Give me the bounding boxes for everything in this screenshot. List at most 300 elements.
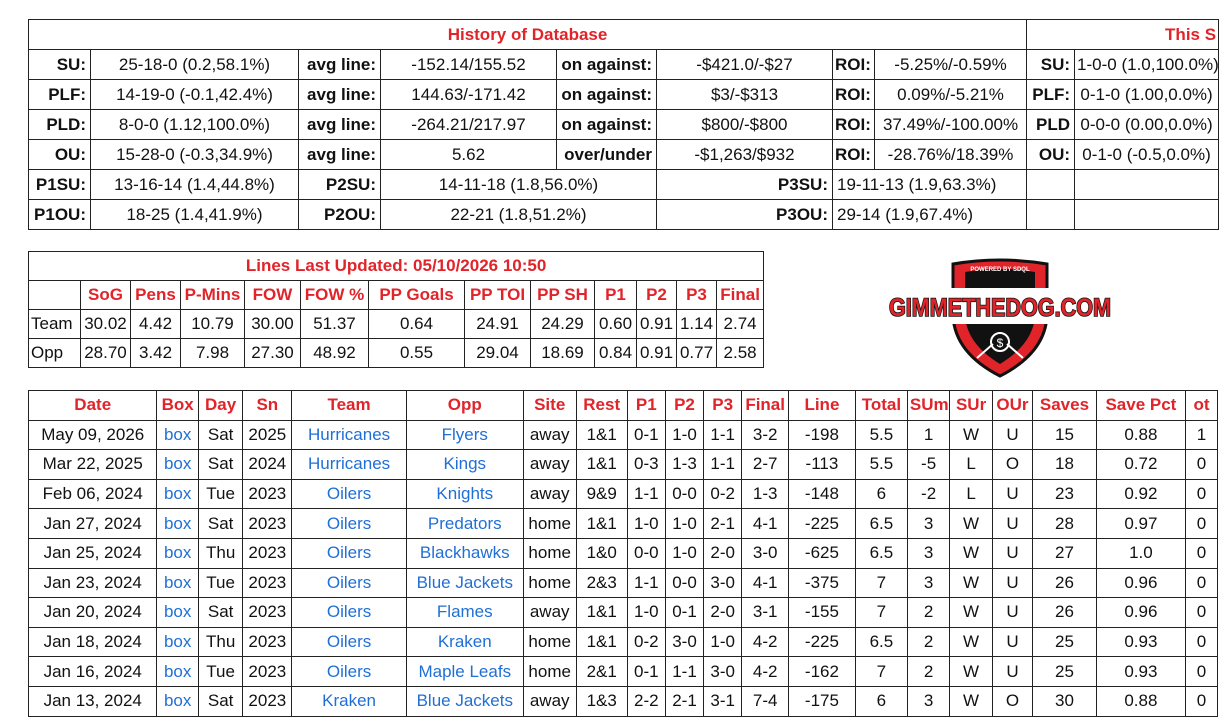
- history-label: avg line:: [299, 50, 381, 80]
- game-value: 0.72: [1096, 450, 1185, 480]
- lines-column-header: P-Mins: [181, 281, 245, 310]
- lines-value: 0.64: [369, 310, 465, 339]
- lines-value: 18.69: [531, 339, 595, 368]
- games-column-header: Opp: [406, 391, 523, 421]
- history-row: [29, 140, 1219, 170]
- game-date: Jan 20, 2024: [29, 598, 157, 628]
- game-value: 26: [1033, 598, 1097, 628]
- opponent-name: Maple Leafs: [406, 657, 523, 687]
- lines-value: 2.58: [717, 339, 764, 368]
- empty-cell: [1027, 200, 1075, 230]
- history-label: on against:: [557, 80, 657, 110]
- game-value: away: [523, 450, 576, 480]
- game-date: May 09, 2026: [29, 420, 157, 450]
- lines-column-header: FOW %: [301, 281, 369, 310]
- game-value: -198: [789, 420, 856, 450]
- period-label: P2SU:: [299, 170, 381, 200]
- game-value: -113: [789, 450, 856, 480]
- game-value: 2023: [243, 568, 292, 598]
- game-value: away: [523, 598, 576, 628]
- game-value: 9&9: [576, 479, 627, 509]
- game-value: W: [950, 509, 992, 539]
- game-value: -625: [789, 538, 856, 568]
- period-value: 19-11-13 (1.9,63.3%): [833, 170, 1027, 200]
- game-value: U: [992, 568, 1032, 598]
- game-value: O: [992, 686, 1032, 716]
- table-row: [29, 686, 1218, 716]
- game-value: 2-0: [704, 598, 742, 628]
- game-value: 30: [1033, 686, 1097, 716]
- game-value: 2-7: [742, 450, 789, 480]
- lines-title-row: [29, 252, 764, 281]
- game-date: Jan 16, 2024: [29, 657, 157, 687]
- box-score-link[interactable]: box: [163, 454, 192, 474]
- game-value: 0.88: [1096, 686, 1185, 716]
- game-value: Thu: [198, 627, 243, 657]
- game-value: U: [992, 657, 1032, 687]
- empty-header: [29, 281, 81, 310]
- game-value: 1-0: [627, 598, 665, 628]
- game-value: 2023: [243, 509, 292, 539]
- table-row: [29, 479, 1218, 509]
- game-value: U: [992, 598, 1032, 628]
- game-value: 0: [1185, 686, 1217, 716]
- game-value: W: [950, 686, 992, 716]
- team-name: Oilers: [292, 598, 407, 628]
- games-column-header: Box: [157, 391, 198, 421]
- history-label: ROI:: [833, 50, 875, 80]
- game-value: 1&0: [576, 538, 627, 568]
- box-cell: [157, 568, 198, 598]
- history-value: 14-19-0 (-0.1,42.4%): [91, 80, 299, 110]
- games-column-header: Saves: [1033, 391, 1097, 421]
- game-value: Tue: [198, 479, 243, 509]
- game-value: W: [950, 568, 992, 598]
- box-cell: [157, 479, 198, 509]
- lines-value: 4.42: [131, 310, 181, 339]
- history-period-row: [29, 170, 1219, 200]
- lines-column-header: P2: [637, 281, 677, 310]
- opponent-name: Kings: [406, 450, 523, 480]
- lines-column-header: P3: [677, 281, 717, 310]
- game-value: 3: [907, 686, 949, 716]
- game-value: 1-0: [704, 627, 742, 657]
- game-value: home: [523, 657, 576, 687]
- table-row: [29, 420, 1218, 450]
- table-row: [29, 568, 1218, 598]
- game-value: -155: [789, 598, 856, 628]
- game-value: home: [523, 538, 576, 568]
- games-column-header: Team: [292, 391, 407, 421]
- game-value: 3-1: [704, 686, 742, 716]
- game-value: -5: [907, 450, 949, 480]
- game-value: 0: [1185, 657, 1217, 687]
- game-date: Jan 25, 2024: [29, 538, 157, 568]
- lines-row: [29, 310, 764, 339]
- games-column-header: Save Pct: [1096, 391, 1185, 421]
- box-score-link[interactable]: box: [163, 424, 192, 444]
- box-score-link[interactable]: box: [163, 602, 192, 622]
- history-label: PLF:: [1027, 80, 1075, 110]
- game-value: away: [523, 420, 576, 450]
- team-name: Oilers: [292, 568, 407, 598]
- game-value: 2023: [243, 627, 292, 657]
- box-score-link[interactable]: box: [163, 572, 192, 592]
- lines-value: 10.79: [181, 310, 245, 339]
- games-column-header: Total: [855, 391, 907, 421]
- lines-row: [29, 339, 764, 368]
- box-score-link[interactable]: box: [163, 513, 192, 533]
- box-score-link[interactable]: box: [163, 632, 192, 652]
- team-name: Oilers: [292, 479, 407, 509]
- lines-column-header: PP TOI: [465, 281, 531, 310]
- game-value: 0-1: [627, 420, 665, 450]
- games-column-header: SUm: [907, 391, 949, 421]
- history-label: avg line:: [299, 140, 381, 170]
- game-value: U: [992, 509, 1032, 539]
- game-value: 25: [1033, 627, 1097, 657]
- period-label: P1SU:: [29, 170, 91, 200]
- history-value: 5.62: [381, 140, 557, 170]
- lines-value: 28.70: [81, 339, 131, 368]
- team-name: Hurricanes: [292, 450, 407, 480]
- lines-value: 0.91: [637, 339, 677, 368]
- game-value: -148: [789, 479, 856, 509]
- game-value: 3: [907, 509, 949, 539]
- lines-table: [28, 251, 764, 368]
- history-label: SU:: [1027, 50, 1075, 80]
- table-row: [29, 657, 1218, 687]
- game-value: 2&3: [576, 568, 627, 598]
- history-value: -$421.0/-$27: [657, 50, 833, 80]
- game-value: U: [992, 538, 1032, 568]
- history-value: 0-1-0 (-0.5,0.0%): [1075, 140, 1219, 170]
- box-score-link[interactable]: box: [163, 543, 192, 563]
- games-column-header: P2: [665, 391, 703, 421]
- game-value: 2: [907, 627, 949, 657]
- game-value: 2024: [243, 450, 292, 480]
- empty-cell: [1075, 200, 1219, 230]
- game-value: 7: [855, 657, 907, 687]
- game-value: 2: [907, 598, 949, 628]
- empty-cell: [1027, 170, 1075, 200]
- game-value: 2023: [243, 538, 292, 568]
- table-row: [29, 598, 1218, 628]
- history-label: PLD: [1027, 110, 1075, 140]
- team-name: Oilers: [292, 509, 407, 539]
- history-value: $3/-$313: [657, 80, 833, 110]
- history-label: PLF:: [29, 80, 91, 110]
- game-value: 1-1: [665, 657, 703, 687]
- box-score-link[interactable]: box: [163, 484, 192, 504]
- box-cell: [157, 598, 198, 628]
- lines-value: 24.29: [531, 310, 595, 339]
- box-cell: [157, 657, 198, 687]
- opponent-name: Knights: [406, 479, 523, 509]
- lines-value: 30.02: [81, 310, 131, 339]
- game-value: U: [992, 479, 1032, 509]
- game-value: 28: [1033, 509, 1097, 539]
- game-value: 1-0: [665, 420, 703, 450]
- game-value: U: [992, 420, 1032, 450]
- game-value: 3-0: [665, 627, 703, 657]
- game-value: Sat: [198, 420, 243, 450]
- opponent-name: Flyers: [406, 420, 523, 450]
- history-value: 1-0-0 (1.0,100.0%): [1075, 50, 1219, 80]
- game-value: 2023: [243, 686, 292, 716]
- game-value: 0-1: [627, 657, 665, 687]
- lines-value: 30.00: [245, 310, 301, 339]
- game-value: 4-2: [742, 657, 789, 687]
- game-value: 6.5: [855, 509, 907, 539]
- lines-updated-title: Lines Last Updated: 05/10/2026 10:50: [29, 252, 764, 281]
- game-value: 0-1: [665, 598, 703, 628]
- history-value: -28.76%/18.39%: [875, 140, 1027, 170]
- game-value: 1-1: [627, 568, 665, 598]
- games-column-header: P1: [627, 391, 665, 421]
- game-value: -225: [789, 509, 856, 539]
- logo-shield-icon: [885, 258, 1115, 378]
- game-value: 2-1: [704, 509, 742, 539]
- team-name: Kraken: [292, 686, 407, 716]
- lines-column-header: PP SH: [531, 281, 595, 310]
- lines-value: 0.84: [595, 339, 637, 368]
- game-value: W: [950, 420, 992, 450]
- game-value: 0: [1185, 538, 1217, 568]
- game-value: 3-1: [742, 598, 789, 628]
- history-row: [29, 110, 1219, 140]
- games-column-header: Line: [789, 391, 856, 421]
- period-value: 22-21 (1.8,51.2%): [381, 200, 657, 230]
- history-value: 0.09%/-5.21%: [875, 80, 1027, 110]
- game-value: Sat: [198, 509, 243, 539]
- history-value: 0-1-0 (1.00,0.0%): [1075, 80, 1219, 110]
- box-score-link[interactable]: box: [163, 691, 192, 711]
- history-period-row: [29, 200, 1219, 230]
- game-value: 18: [1033, 450, 1097, 480]
- game-value: 0-3: [627, 450, 665, 480]
- history-label: avg line:: [299, 80, 381, 110]
- game-value: W: [950, 657, 992, 687]
- game-value: -162: [789, 657, 856, 687]
- opponent-name: Predators: [406, 509, 523, 539]
- game-value: 1-0: [665, 509, 703, 539]
- game-value: 27: [1033, 538, 1097, 568]
- lines-value: 0.55: [369, 339, 465, 368]
- game-value: 0-2: [627, 627, 665, 657]
- games-column-header: Site: [523, 391, 576, 421]
- games-column-header: Final: [742, 391, 789, 421]
- game-date: Jan 27, 2024: [29, 509, 157, 539]
- game-value: 1-3: [665, 450, 703, 480]
- history-value: -$1,263/$932: [657, 140, 833, 170]
- game-value: 1&1: [576, 420, 627, 450]
- game-value: 0.96: [1096, 568, 1185, 598]
- opponent-name: Blue Jackets: [406, 568, 523, 598]
- gimmethedog-logo: [885, 258, 1115, 378]
- lines-row-label: Team: [29, 310, 81, 339]
- table-row: [29, 538, 1218, 568]
- period-label: P3SU:: [657, 170, 833, 200]
- game-value: 4-1: [742, 509, 789, 539]
- opponent-name: Kraken: [406, 627, 523, 657]
- game-value: 0.96: [1096, 598, 1185, 628]
- lines-column-header: PP Goals: [369, 281, 465, 310]
- game-value: 23: [1033, 479, 1097, 509]
- game-value: 2-0: [704, 538, 742, 568]
- game-value: 1-3: [742, 479, 789, 509]
- history-label: avg line:: [299, 110, 381, 140]
- game-date: Jan 13, 2024: [29, 686, 157, 716]
- game-value: 2-2: [627, 686, 665, 716]
- team-name: Oilers: [292, 538, 407, 568]
- lines-value: 2.74: [717, 310, 764, 339]
- game-value: 5.5: [855, 450, 907, 480]
- game-value: 6.5: [855, 538, 907, 568]
- game-value: 1: [1185, 420, 1217, 450]
- game-value: W: [950, 627, 992, 657]
- history-label: on against:: [557, 110, 657, 140]
- game-value: 6: [855, 479, 907, 509]
- game-value: 0: [1185, 450, 1217, 480]
- game-value: -175: [789, 686, 856, 716]
- game-value: 2: [907, 657, 949, 687]
- game-value: 0.97: [1096, 509, 1185, 539]
- lines-value: 0.60: [595, 310, 637, 339]
- game-value: O: [992, 450, 1032, 480]
- history-value: 144.63/-171.42: [381, 80, 557, 110]
- history-title: History of Database: [29, 20, 1027, 50]
- game-value: L: [950, 479, 992, 509]
- history-value: 0-0-0 (0.00,0.0%): [1075, 110, 1219, 140]
- game-value: Thu: [198, 538, 243, 568]
- game-value: W: [950, 598, 992, 628]
- game-value: 1-1: [704, 420, 742, 450]
- history-label: OU:: [29, 140, 91, 170]
- games-column-header: P3: [704, 391, 742, 421]
- game-value: home: [523, 509, 576, 539]
- game-value: 15: [1033, 420, 1097, 450]
- game-value: 6: [855, 686, 907, 716]
- game-value: 2&1: [576, 657, 627, 687]
- game-value: Tue: [198, 657, 243, 687]
- box-score-link[interactable]: box: [163, 661, 192, 681]
- lines-value: 3.42: [131, 339, 181, 368]
- lines-header-row: [29, 281, 764, 310]
- history-label: ROI:: [833, 110, 875, 140]
- lines-row-label: Opp: [29, 339, 81, 368]
- history-value: -152.14/155.52: [381, 50, 557, 80]
- history-value: 37.49%/-100.00%: [875, 110, 1027, 140]
- period-label: P1OU:: [29, 200, 91, 230]
- history-label: PLD:: [29, 110, 91, 140]
- games-header-row: [29, 391, 1218, 421]
- game-value: 1-0: [627, 509, 665, 539]
- lines-value: 24.91: [465, 310, 531, 339]
- box-cell: [157, 627, 198, 657]
- game-value: U: [992, 627, 1032, 657]
- games-column-header: Day: [198, 391, 243, 421]
- games-column-header: ot: [1185, 391, 1217, 421]
- game-value: 1&1: [576, 598, 627, 628]
- game-value: 1&3: [576, 686, 627, 716]
- history-label: SU:: [29, 50, 91, 80]
- period-label: P3OU:: [657, 200, 833, 230]
- game-date: Jan 18, 2024: [29, 627, 157, 657]
- games-column-header: Rest: [576, 391, 627, 421]
- history-label: over/under: [557, 140, 657, 170]
- game-value: 26: [1033, 568, 1097, 598]
- history-value: -264.21/217.97: [381, 110, 557, 140]
- opponent-name: Blue Jackets: [406, 686, 523, 716]
- game-value: 2023: [243, 657, 292, 687]
- game-value: 0-0: [665, 568, 703, 598]
- table-row: [29, 509, 1218, 539]
- game-value: 0.93: [1096, 627, 1185, 657]
- game-value: home: [523, 568, 576, 598]
- lines-value: 48.92: [301, 339, 369, 368]
- game-value: 5.5: [855, 420, 907, 450]
- period-label: P2OU:: [299, 200, 381, 230]
- game-value: 25: [1033, 657, 1097, 687]
- lines-value: 27.30: [245, 339, 301, 368]
- box-cell: [157, 686, 198, 716]
- game-value: 6.5: [855, 627, 907, 657]
- game-date: Jan 23, 2024: [29, 568, 157, 598]
- this-season-title: This S: [1027, 20, 1219, 50]
- team-name: Oilers: [292, 657, 407, 687]
- lines-column-header: P1: [595, 281, 637, 310]
- svg-text:$: $: [996, 336, 1004, 350]
- game-value: 0.88: [1096, 420, 1185, 450]
- game-value: 2023: [243, 479, 292, 509]
- game-date: Feb 06, 2024: [29, 479, 157, 509]
- game-value: 0: [1185, 509, 1217, 539]
- game-value: 0: [1185, 568, 1217, 598]
- game-value: Sat: [198, 686, 243, 716]
- history-title-row: [29, 20, 1219, 50]
- game-value: 3: [907, 568, 949, 598]
- games-column-header: SUr: [950, 391, 992, 421]
- history-label: ROI:: [833, 140, 875, 170]
- game-value: 1-0: [665, 538, 703, 568]
- box-cell: [157, 538, 198, 568]
- game-value: 1: [907, 420, 949, 450]
- team-name: Hurricanes: [292, 420, 407, 450]
- lines-column-header: Pens: [131, 281, 181, 310]
- table-row: [29, 627, 1218, 657]
- game-value: Sat: [198, 450, 243, 480]
- game-value: 2023: [243, 598, 292, 628]
- games-table: [28, 390, 1218, 717]
- game-value: 1&1: [576, 509, 627, 539]
- logo-text: GIMMETHEDOG.COM: [889, 294, 1111, 322]
- game-value: 1&1: [576, 627, 627, 657]
- game-value: home: [523, 627, 576, 657]
- game-value: 3-0: [704, 568, 742, 598]
- game-value: away: [523, 686, 576, 716]
- game-value: 0-0: [627, 538, 665, 568]
- box-cell: [157, 509, 198, 539]
- games-column-header: Sn: [243, 391, 292, 421]
- period-value: 29-14 (1.9,67.4%): [833, 200, 1027, 230]
- history-table: [28, 19, 1219, 230]
- game-value: 3: [907, 538, 949, 568]
- lines-column-header: FOW: [245, 281, 301, 310]
- lines-value: 0.77: [677, 339, 717, 368]
- game-value: 1.0: [1096, 538, 1185, 568]
- lines-value: 29.04: [465, 339, 531, 368]
